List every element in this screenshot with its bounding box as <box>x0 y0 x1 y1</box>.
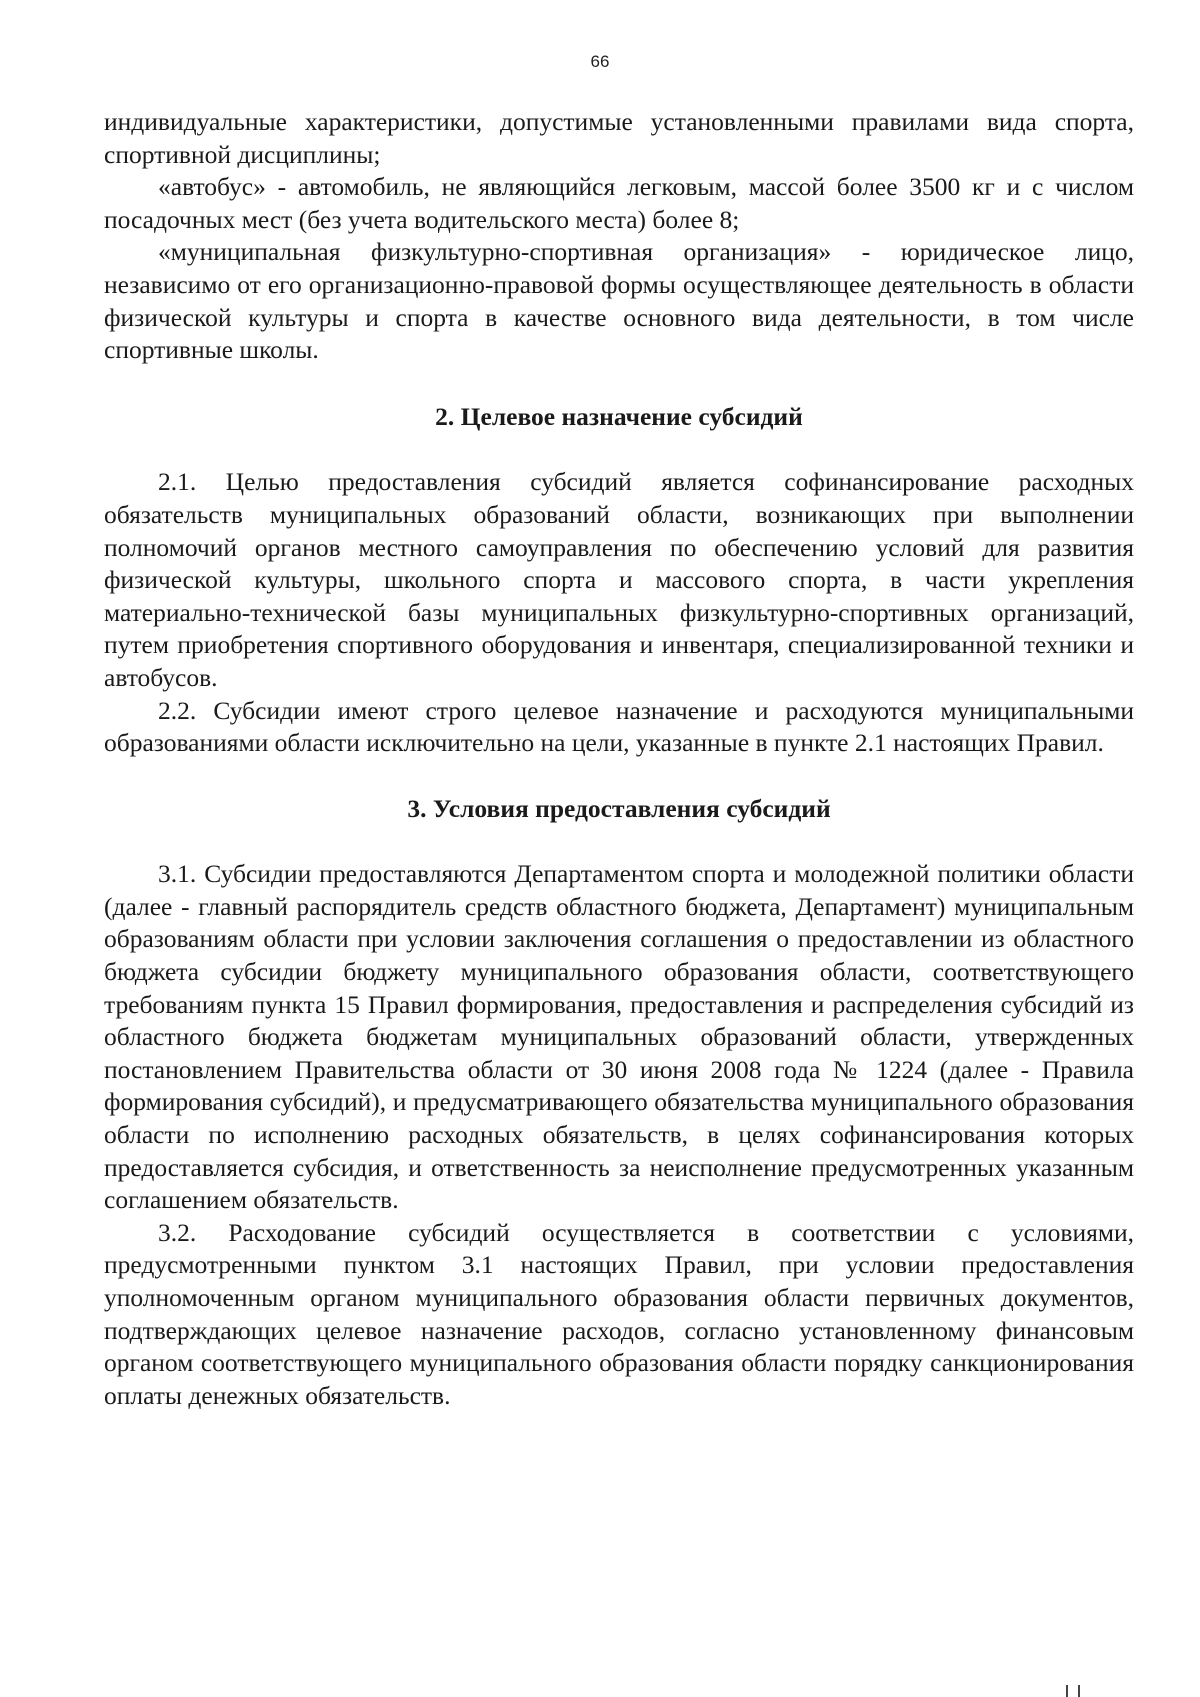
paragraph-intro-continuation: индивидуальные характеристики, допустимые установленными правилами вида спорта, спортивной дисциплины; <box>104 107 1134 169</box>
scan-edge-mark <box>1064 1685 1088 1697</box>
paragraph-3-1: 3.1. Субсидии предоставляются Департаментом спорта и молодежной политики области (далее - главный распорядитель средств областного бюджета, Департамент) муниципальным образованиям области при условии заключения соглашения о предоставлении из областного бюджета субсидии бюджету муниципального образования области, соответствующего требованиям пункта 15 Правил формирования, предоставления и распределения субсидий из областного бюджета бюджетам муниципальных образований области, утвержденных постановлением Правительства области от 30 июня 2008 года № 1224 (далее - Правила формирования субсидий), и предусматривающего обязательства муниципального образования области по исполнению расходных обязательств, в целях софинансирования которых предоставляется субсидия, и ответственность за неисполнение предусмотренных указанным соглашением обязательств. <box>104 859 1134 1215</box>
page-number: 66 <box>590 52 610 71</box>
paragraph-3-2: 3.2. Расходование субсидий осуществляется в соответствии с условиями, предусмотренными пунктом 3.1 настоящих Правил, при условии предоставления уполномоченным органом муниципального образования области первичных документов, подтверждающих целевое назначение расходов, согласно установленному финансовым органом соответствующего муниципального образования области порядку санкционирования оплаты денежных обязательств. <box>104 1217 1134 1410</box>
paragraph-2-1: 2.1. Целью предоставления субсидий является софинансирование расходных обязательств муниципальных образований области, возникающих при выполнении полномочий органов местного самоуправления по обеспечению условий для развития физической культуры, школьного спорта и массового спорта, в части укрепления материально-технической базы муниципальных физкультурно-спортивных организаций, путем приобретения спортивного оборудования и инвентаря, специализированной техники и автобусов. <box>104 467 1134 692</box>
paragraph-2-2: 2.2. Субсидии имеют строго целевое назначение и расходуются муниципальными образованиями области исключительно на цели, указанные в пункте 2.1 настоящих Правил. <box>104 695 1134 758</box>
document-body <box>104 106 1134 1412</box>
paragraph-definition-organization: «муниципальная физкультурно-спортивная организация» - юридическое лицо, независимо от его организационно-правовой формы осуществляющее деятельность в области физической культуры и спорта в качестве основного вида деятельности, в том числе спортивные школы. <box>104 237 1134 365</box>
section-3-heading: 3. Условия предоставления субсидий <box>407 793 831 823</box>
section-2-heading: 2. Целевое назначение субсидий <box>435 401 803 431</box>
paragraph-definition-bus: «автобус» - автомобиль, не являющийся легковым, массой более 3500 кг и с числом посадочных мест (без учета водительского места) более 8; <box>104 172 1134 234</box>
